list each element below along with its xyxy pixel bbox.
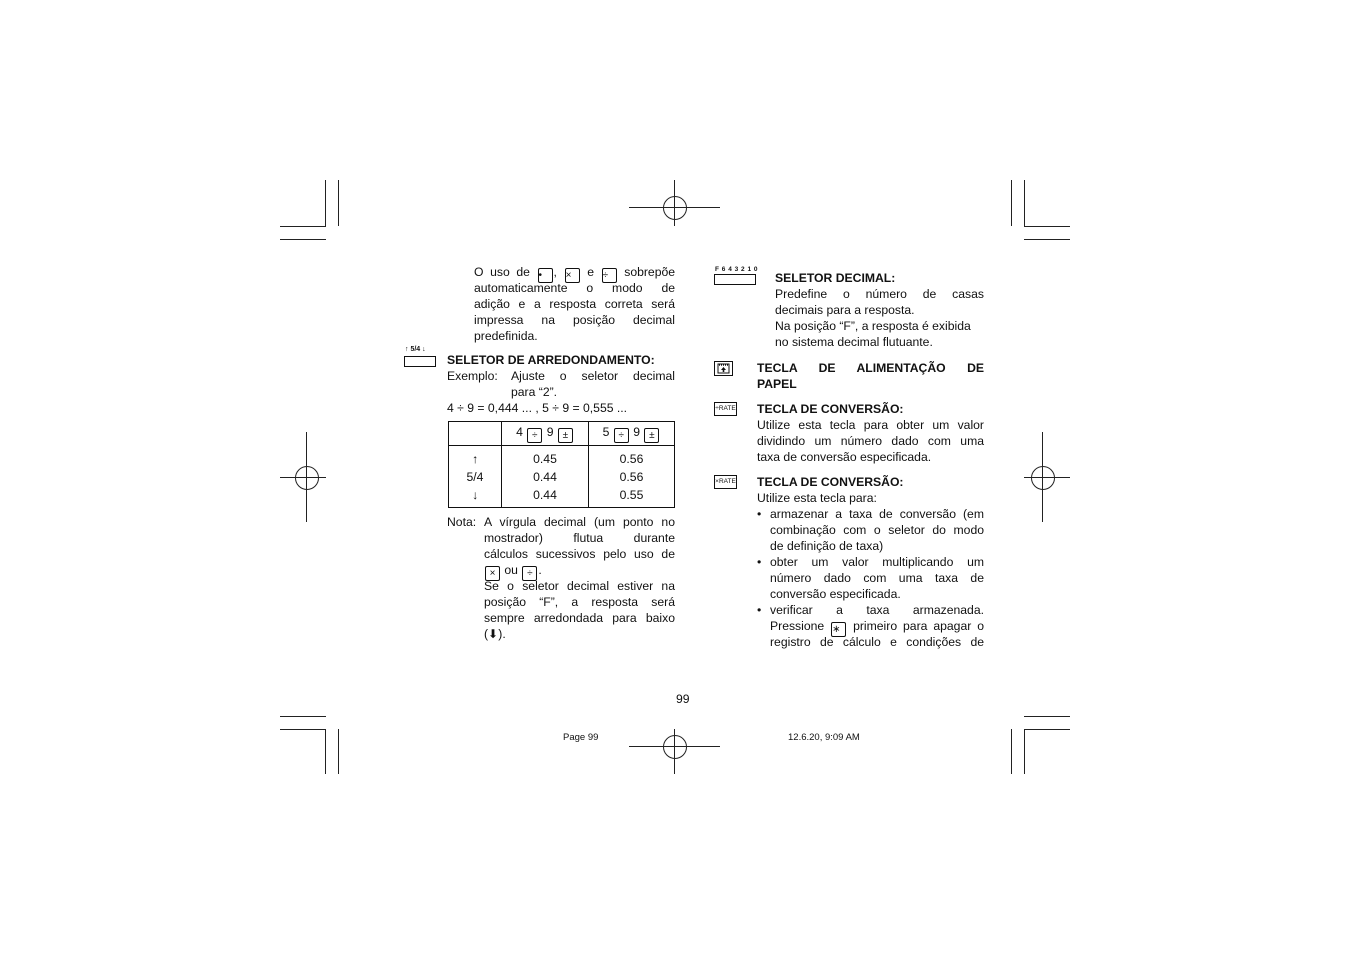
rounding-title: SELETOR DE ARREDONDAMENTO:: [447, 353, 655, 367]
intro-line-4: impressa na posição decimal: [474, 313, 675, 327]
intro-line-3: adição e a resposta correta será: [474, 297, 675, 311]
divide-key-icon: ÷: [614, 428, 629, 443]
bullet2-line-2: número dado com uma taxa de: [770, 571, 984, 585]
note-line-3: cálculos sucessivos pelo uso de: [484, 547, 675, 561]
conversion2-title: TECLA DE CONVERSÃO:: [757, 475, 904, 489]
paper-feed-key-icon: [714, 361, 733, 376]
plus-minus-key-icon: ±: [558, 428, 573, 443]
divide-key-icon: ÷: [522, 566, 537, 581]
decimal-line-1: Predefine o número de casas: [775, 287, 984, 301]
conversion1-line-3: taxa de conversão especificada.: [757, 450, 932, 464]
page-number: 99: [676, 692, 690, 706]
note-line-4: × ou ÷ .: [484, 562, 542, 581]
bullet2-line-1: obter um valor multiplicando um: [770, 555, 984, 569]
example-line-1: Ajuste o seletor decimal: [511, 369, 675, 383]
example-line-2: para “2”.: [511, 385, 558, 399]
intro-line-1: O uso de • , × e ÷ sobrepõe: [474, 265, 676, 281]
bullet3-line-1: verificar a taxa armazenada.: [770, 603, 984, 617]
conversion1-line-1: Utilize esta tecla para obter um valor: [757, 418, 984, 432]
bullet-icon: •: [757, 507, 762, 521]
decimal-point-key-icon: •: [538, 268, 553, 283]
decimal-title: SELETOR DECIMAL:: [775, 271, 896, 285]
conversion1-line-2: dividindo um número dado com uma: [757, 434, 984, 448]
decimal-line-4: no sistema decimal flutuante.: [775, 335, 933, 349]
paper-feed-title-1: TECLA DE ALIMENTAÇÃO DE: [757, 361, 984, 375]
conversion1-title: TECLA DE CONVERSÃO:: [757, 402, 904, 416]
divide-key-icon: ÷: [527, 428, 542, 443]
bullet2-line-3: conversão especificada.: [770, 587, 901, 601]
round-down-arrow-icon: ↓: [471, 487, 479, 502]
conversion2-intro: Utilize esta tecla para:: [757, 491, 877, 505]
intro-line-5: predefinida.: [474, 329, 538, 343]
table-header-col1: 4 ÷ 9 ±: [502, 422, 589, 446]
round-up-arrow-icon: ↑: [471, 451, 479, 466]
multiply-rate-key-icon: ×RATE: [714, 475, 737, 489]
intro-line-2: automaticamente o modo de: [474, 281, 675, 295]
decimal-line-2: decimais para a resposta.: [775, 303, 915, 317]
asterisk-key-icon: ∗: [831, 622, 846, 637]
note-label: Nota:: [447, 515, 477, 529]
note-line-2: mostrador) flutua durante: [484, 531, 675, 545]
decimal-line-3: Na posição “F”, a resposta é exibida: [775, 319, 971, 333]
paper-feed-title-2: PAPEL: [757, 377, 797, 391]
note-line-1: A vírgula decimal (um ponto no: [484, 515, 675, 529]
bullet1-line-1: armazenar a taxa de conversão (em: [770, 507, 984, 521]
note2-line-3: sempre arredondada para baixo: [484, 611, 675, 625]
bullet-icon: •: [757, 555, 762, 569]
table-col1-values: 0.45 0.44 0.44: [502, 446, 589, 508]
divide-key-icon: ÷: [602, 268, 617, 283]
bullet1-line-3: de definição de taxa): [770, 539, 884, 553]
timestamp: 12.6.20, 9:09 AM: [788, 732, 860, 743]
calc-line: 4 ÷ 9 = 0,444 ... , 5 ÷ 9 = 0,555 ...: [447, 401, 628, 415]
table-row-labels: ↑ 5/4 ↓: [449, 446, 502, 508]
bullet3-line-2: Pressione ∗ primeiro para apagar o: [770, 619, 984, 635]
table-col2-values: 0.56 0.56 0.55: [589, 446, 675, 508]
note2-line-2: posição “F”, a resposta será: [484, 595, 675, 609]
rounding-result-table: [448, 421, 675, 508]
plus-minus-key-icon: ±: [644, 428, 659, 443]
note2-line-1: Se o seletor decimal estiver na: [484, 579, 675, 593]
multiply-key-icon: ×: [565, 268, 580, 283]
note2-line-4: (⬇).: [484, 627, 506, 641]
multiply-key-icon: ×: [485, 566, 500, 581]
page-label: Page 99: [563, 732, 599, 743]
bullet-icon: •: [757, 603, 762, 617]
divide-rate-key-icon: ÷RATE: [714, 402, 737, 416]
table-header-col2: 5 ÷ 9 ±: [589, 422, 675, 446]
bullet1-line-2: combinação com o seletor do modo: [770, 523, 984, 537]
example-label: Exemplo:: [447, 369, 498, 383]
bullet3-line-3: registro de cálculo e condições de: [770, 635, 984, 649]
